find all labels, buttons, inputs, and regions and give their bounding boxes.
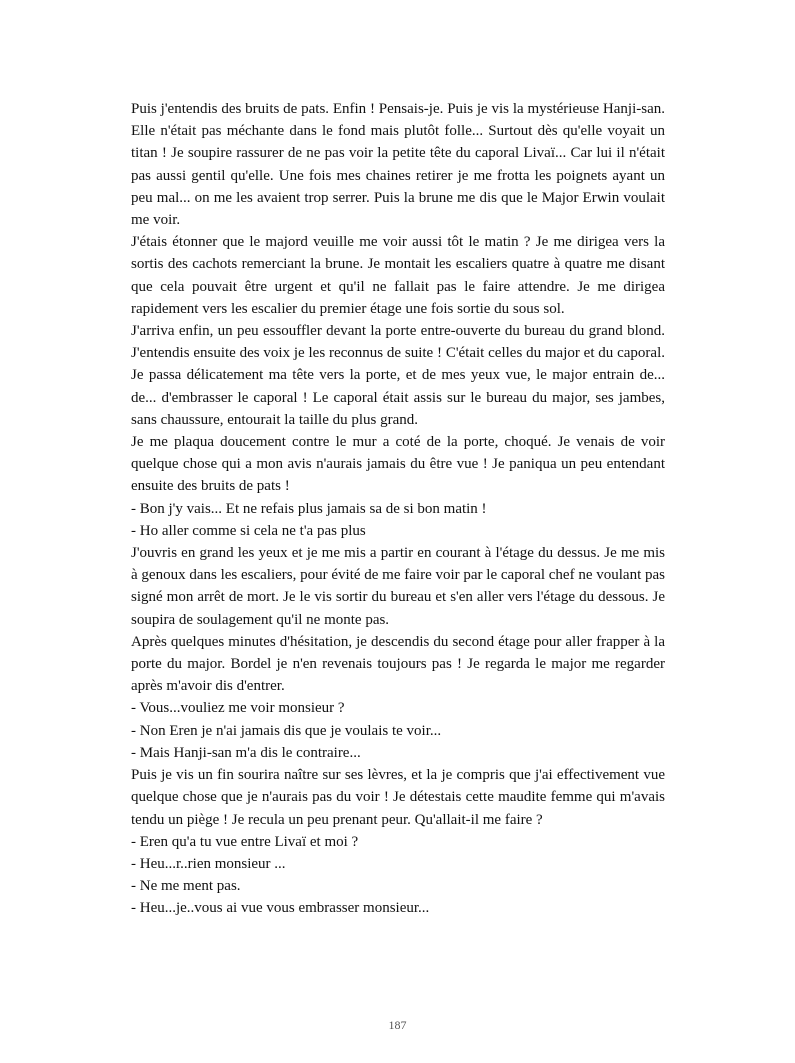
dialogue-line: - Bon j'y vais... Et ne refais plus jamais sa de si bon matin ! [131,500,487,517]
dialogue-line: - Ho aller comme si cela ne t'a pas plus [131,522,366,539]
dialogue-line: - Heu...r..rien monsieur ... [131,855,286,872]
paragraph: Après quelques minutes d'hésitation, je descendis du second étage pour aller frapper à la porte du major. Bordel je n'en revenais toujours pas ! Je regarda le major me regarder après m'avoir dis d'entrer. [131,633,665,695]
dialogue-line: - Ne me ment pas. [131,878,241,895]
page-number: 187 [388,1018,407,1032]
paragraph: Je me plaqua doucement contre le mur a coté de la porte, choqué. Je venais de voir quelque chose qui a mon avis n'aurais jamais du être vue ! Je paniqua un peu entendant ensuite des bruits de pats ! [131,434,665,495]
dialogue-line: - Vous...vouliez me voir monsieur ? [131,700,345,717]
dialogue-line: - Mais Hanji-san m'a dis le contraire... [131,744,361,761]
paragraph: Puis j'entendis des bruits de pats. Enfin ! Pensais-je. Puis je vis la mystérieuse Hanji-san. Elle n'était pas méchante dans le fond mais plutôt folle... Surtout dès qu'elle voyait un titan ! Je soupire rassurer de ne pas voir la petite tête du caporal Livaï... Car lui il n'était pas aussi gentil qu'elle. Une fois mes chaines retirer je me frotta les poignets ayant un peu mal... on me les avaient trop serrer. Puis la brune me dis que le Major Erwin voulait me voir. [131,101,665,229]
page-body [131,98,665,920]
paragraph: J'ouvris en grand les yeux et je me mis a partir en courant à l'étage du dessus. Je me mis à genoux dans les escaliers, pour évité de me faire voir par le caporal chef ne voulant pas signé mon arrêt de mort. Je le vis sortir du bureau et s'en aller vers l'étage du dessous. Je soupira de soulagement qu'il ne monte pas. [131,545,665,628]
dialogue-line: - Eren qu'a tu vue entre Livaï et moi ? [131,833,359,850]
paragraph: Puis je vis un fin sourira naître sur ses lèvres, et la je compris que j'ai effectivement vue quelque chose que je n'aurais pas du voir ! Je détestais cette maudite femme qui m'avais tendu un piège ! Je recula un peu prenant peur. Qu'allait-il me faire ? [131,767,665,828]
paragraph: J'étais étonner que le majord veuille me voir aussi tôt le matin ? Je me dirigea vers la sortis des cachots remerciant la brune. Je montait les escaliers quatre à quatre me disant que cela pouvait être urgent et qu'il ne fallait pas le faire attendre. Je me dirigea rapidement vers les escalier du premier étage une fois sortie du sous sol. [131,234,665,317]
paragraph: J'arriva enfin, un peu essouffler devant la porte entre-ouverte du bureau du grand blond. J'entendis ensuite des voix je les reconnus de suite ! C'était celles du major et du caporal. Je passa délicatement ma tête vers la porte, et de mes yeux vue, le major entrain de... de... d'embrasser le caporal ! Le caporal était assis sur le bureau du major, ses jambes, sans chaussure, entourait la taille du plus grand. [131,323,665,428]
dialogue-line: - Heu...je..vous ai vue vous embrasser monsieur... [131,900,430,917]
dialogue-line: - Non Eren je n'ai jamais dis que je voulais te voir... [131,722,442,739]
